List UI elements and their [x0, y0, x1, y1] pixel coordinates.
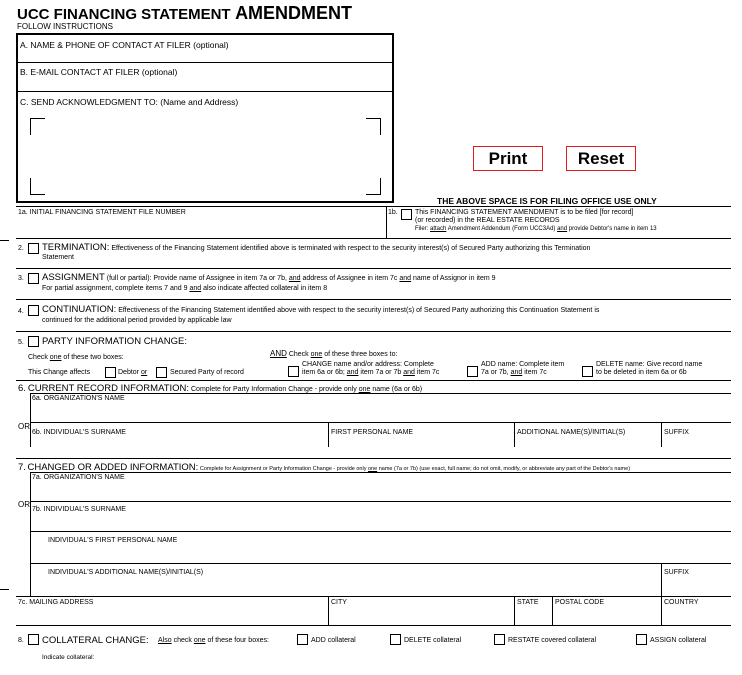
delete-name-checkbox[interactable]: [582, 366, 593, 377]
secured-party-label: Secured Party of record: [170, 369, 244, 376]
contact-name-phone-label: A. NAME & PHONE OF CONTACT AT FILER (optional): [20, 40, 229, 50]
acknowledgment-address-field[interactable]: [30, 118, 380, 194]
7b-surname-field[interactable]: [32, 515, 728, 529]
item-1b-line1: This FINANCING STATEMENT AMENDMENT is to be filed [for record]: [415, 209, 634, 216]
7b-surname-label: 7b. INDIVIDUAL'S SURNAME: [32, 506, 126, 513]
item-1b-text: [415, 209, 657, 233]
collateral-change-checkbox[interactable]: [28, 634, 39, 645]
7c-country-label: COUNTRY: [664, 599, 699, 606]
7c-postal-code-label: POSTAL CODE: [555, 599, 605, 606]
debtor-checkbox[interactable]: [105, 367, 116, 378]
6-additional-name-label: ADDITIONAL NAME(S)/INITIAL(S): [517, 429, 626, 436]
form-title-main: UCC FINANCING STATEMENT: [17, 6, 231, 23]
restate-collateral-checkbox[interactable]: [494, 634, 505, 645]
contact-name-phone-field[interactable]: [18, 52, 392, 62]
contact-email-label: B. E-MAIL CONTACT AT FILER (optional): [20, 67, 178, 77]
7a-organization-field[interactable]: [32, 483, 728, 499]
check-one-two-boxes: Check one of these two boxes:: [28, 354, 124, 361]
collateral-description-field[interactable]: [42, 664, 728, 674]
secured-party-checkbox[interactable]: [156, 367, 167, 378]
form-title-amendment: AMENDMENT: [235, 3, 353, 23]
item-5-number: 5.: [18, 339, 24, 346]
corner-mark-tl: [30, 118, 45, 135]
changed-info-title: CHANGED OR ADDED INFORMATION:: [27, 462, 199, 473]
restate-collateral-label: RESTATE covered collateral: [508, 637, 597, 644]
and-label: AND: [270, 349, 287, 358]
corner-mark-tr: [366, 118, 381, 135]
item-2-number: 2.: [18, 245, 24, 252]
7-first-name-field[interactable]: [48, 546, 728, 560]
initial-file-number-field[interactable]: [18, 219, 384, 237]
7c-city-label: CITY: [331, 599, 347, 606]
7-additional-name-field[interactable]: [48, 578, 658, 594]
add-collateral-checkbox[interactable]: [297, 634, 308, 645]
7-additional-name-label: INDIVIDUAL'S ADDITIONAL NAME(S)/INITIAL(S): [48, 569, 204, 576]
collateral-check-one-label: Also check one of these four boxes:: [158, 637, 269, 644]
termination-text: TERMINATION: Effectiveness of the Financing Statement identified above is terminated with respect to the security interest(s) of Secured Party authorizing this Termination Statement: [42, 242, 591, 261]
item-8-number: 8.: [18, 637, 24, 644]
filing-office-use-notice: THE ABOVE SPACE IS FOR FILING OFFICE USE ONLY: [437, 196, 657, 206]
6-additional-name-field[interactable]: [516, 437, 659, 446]
add-collateral-label: ADD collateral: [311, 637, 356, 644]
add-name-checkbox[interactable]: [467, 366, 478, 377]
6a-organization-field[interactable]: [32, 404, 728, 420]
margin-tick-upper: [0, 240, 9, 241]
changed-info-heading: 7. CHANGED OR ADDED INFORMATION: Complete for Assignment or Party Information Change - provide only one name (7a or 7b) (use exact, full name; do not omit, modify, or abbreviate any part of the Debtor's name): [18, 462, 631, 473]
assign-collateral-checkbox[interactable]: [636, 634, 647, 645]
7c-mailing-address-label: 7c. MAILING ADDRESS: [18, 599, 94, 606]
item-4-number: 4.: [18, 308, 24, 315]
item-1b-line3: Filer: attach Amendment Addendum (Form UCC3Ad) and provide Debtor's name in item 13: [415, 226, 657, 232]
party-info-change-checkbox[interactable]: [28, 336, 39, 347]
follow-instructions: FOLLOW INSTRUCTIONS: [17, 22, 114, 31]
assignment-text: ASSIGNMENT (full or partial): Provide name of Assignee in item 7a or 7b, and address of Assignee in item 7c and name of Assignor in item 9 For partial assignment, complete items 7 and 9 and also indicate affected collateral in item 8: [42, 272, 496, 292]
delete-collateral-label: DELETE collateral: [404, 637, 462, 644]
real-estate-records-checkbox[interactable]: [401, 209, 412, 220]
6-first-name-field[interactable]: [330, 437, 512, 446]
6-first-name-label: FIRST PERSONAL NAME: [331, 429, 414, 436]
debtor-label: Debtor or: [118, 369, 148, 376]
print-button[interactable]: Print: [473, 146, 543, 171]
send-acknowledgment-label: C. SEND ACKNOWLEDGMENT TO: (Name and Address): [20, 97, 239, 107]
7-first-name-label: INDIVIDUAL'S FIRST PERSONAL NAME: [48, 537, 178, 544]
change-name-address-label: CHANGE name and/or address: Complete item 6a or 6b; and item 7a or 7b and item 7c: [302, 361, 440, 376]
6-suffix-field[interactable]: [663, 437, 729, 446]
continuation-text: CONTINUATION: Effectiveness of the Financing Statement identified above with respect to the security interest(s) of Secured Party authorizing this Continuation Statement is continued for the additional period provided by applicable law: [42, 304, 600, 324]
reset-button[interactable]: Reset: [566, 146, 636, 171]
6-suffix-label: SUFFIX: [664, 429, 689, 436]
initial-file-number-label: 1a. INITIAL FINANCING STATEMENT FILE NUMBER: [18, 209, 186, 216]
collateral-change-title: COLLATERAL CHANGE:: [42, 635, 149, 646]
7c-mailing-address-field[interactable]: [18, 609, 326, 623]
6-or-label: OR: [18, 422, 30, 431]
7c-state-field[interactable]: [516, 609, 550, 623]
7c-postal-code-field[interactable]: [554, 609, 659, 623]
item-3-number: 3.: [18, 275, 24, 282]
7c-state-label: STATE: [517, 599, 539, 606]
7a-organization-label: 7a. ORGANIZATION'S NAME: [32, 474, 125, 481]
7-suffix-field[interactable]: [663, 578, 729, 594]
corner-mark-br: [366, 178, 381, 195]
and-check-three-boxes: AND Check one of these three boxes to:: [270, 349, 398, 358]
7-or-label: OR: [18, 500, 30, 509]
delete-collateral-checkbox[interactable]: [390, 634, 401, 645]
delete-name-label: DELETE name: Give record name to be deleted in item 6a or 6b: [596, 361, 703, 376]
indicate-collateral-label: Indicate collateral:: [42, 654, 95, 661]
7c-country-field[interactable]: [663, 609, 729, 623]
item-1b-line2: (or recorded) in the REAL ESTATE RECORDS: [415, 217, 560, 224]
margin-tick-lower: [0, 589, 9, 590]
change-affects-label: This Change affects: [28, 369, 91, 376]
termination-checkbox[interactable]: [28, 243, 39, 254]
item-1b-number: 1b.: [388, 209, 398, 216]
party-info-change-title: PARTY INFORMATION CHANGE:: [42, 336, 187, 347]
assignment-checkbox[interactable]: [28, 273, 39, 284]
assign-collateral-label: ASSIGN collateral: [650, 637, 707, 644]
add-name-label: ADD name: Complete item 7a or 7b, and item 7c: [481, 361, 565, 376]
assignment-title: ASSIGNMENT: [42, 272, 105, 283]
7-suffix-label: SUFFIX: [664, 569, 689, 576]
contact-email-field[interactable]: [18, 78, 392, 90]
corner-mark-bl: [30, 178, 45, 195]
6b-surname-label: 6b. INDIVIDUAL'S SURNAME: [32, 429, 126, 436]
6b-surname-field[interactable]: [32, 437, 326, 446]
6a-organization-label: 6a. ORGANIZATION'S NAME: [32, 395, 125, 402]
change-name-address-checkbox[interactable]: [288, 366, 299, 377]
form-title: [17, 3, 352, 24]
current-record-title: CURRENT RECORD INFORMATION:: [27, 383, 190, 394]
current-record-heading: 6. CURRENT RECORD INFORMATION: Complete for Party Information Change - provide only one name (6a or 6b): [18, 383, 423, 394]
continuation-checkbox[interactable]: [28, 305, 39, 316]
continuation-title: CONTINUATION:: [42, 304, 117, 315]
termination-title: TERMINATION:: [42, 242, 110, 253]
7c-city-field[interactable]: [330, 609, 512, 623]
